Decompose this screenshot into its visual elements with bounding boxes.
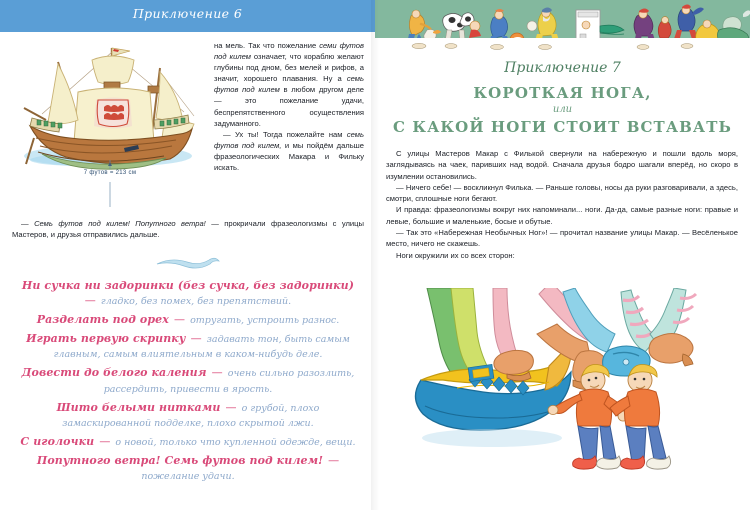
glossary-definition: отругать, устроить разнос. [190,314,340,326]
chapter-title-line-2: С КАКОЙ НОГИ СТОИТ ВСТАВАТЬ [393,118,732,136]
glossary-definition: задавать тон, быть самым главным, самым влиятельным в каком-нибудь деле. [53,333,350,360]
right-page-body [386,148,738,261]
running-head: Приключение 6 [132,6,243,21]
glossary-term: Ни сучка ни задоринки (без сучка, без задоринки) [21,279,355,292]
parade-frieze-illustration [375,0,750,58]
glossary-term: Играть первую скрипку [26,331,186,345]
paragraph: И правда: фразеологизмы вокруг них напоминали... ноги. Да-да, самые разные ноги: правые и левые, большие и маленькие, босые и обутые. [386,205,738,226]
chapter-title-connector: или [552,104,573,115]
glossary-definition: о грубой, плохо замаскированной подделке, плохо скрытой лжи. [62,402,320,429]
paragraph: — Ничего себе! — воскликнул Филька. — Раньше головы, носы да руки разговаривали, а здесь, смотри, сплошные ноги бегают. [386,182,738,204]
glossary-dash: — [190,331,202,345]
paragraph: — Так это «Набережная Необычных Ног»! — прочитал название улицы Макар. — Весёленькое место, ничего не скажешь. [386,228,738,249]
paragraph: С улицы Мастеров Макар с Филькой свернули на набережную и пошли вдоль моря, заглядываясь на чаек, паривших над водой. Сначала друзья бодро шагали вперёд, но скоро в изумлении остановились. [386,149,738,181]
glossary-term: Разделать под орех [36,312,169,326]
legs-and-boys-icon [397,288,742,493]
giant-legs-illustration [397,288,742,493]
glossary-entry [14,434,362,450]
glossary-term: Шито белыми нитками [56,400,221,414]
paragraph: на мель. Так что пожелание семи футов под килем означает, что кораблю желают глубины под дном, без мелей и рифов, а значит, хорошего плавания. Ну а семь футов под килем в любом другом деле — это пожелание удачи, беспрепятственного осуществления задуманного. [214,41,364,128]
glossary-definition: о новой, только что купленной одежде, вещи. [115,437,356,448]
glossary-entry [14,453,362,483]
glossary-entry [14,365,362,396]
glossary-term: Довести до белого каления [21,366,207,379]
left-narrow-column [214,40,364,173]
swirl-icon [153,257,223,269]
glossary-definition: гладко, без помех, без препятствий. [100,295,292,307]
glossary-dash: — [211,366,223,379]
sailing-ship-illustration [12,42,208,207]
left-page-header-band [0,0,375,32]
chapter-number: Приключение 7 [504,60,621,76]
glossary-dash: — [99,435,111,448]
glossary-entry [14,331,362,362]
ship-caption: 7 футов = 213 см [83,170,137,176]
paragraph: — Ух ты! Тогда пожелайте нам семь футов под килем, и мы пойдём дальше фразеологических Макара и Фильку искать. [214,129,364,173]
paragraph: — Семь футов под килем! Попутного ветра! — прокричали фразеологизмы с улицы Мастеров, и друзья отправились дальше. [12,219,364,240]
glossary-dash: — [173,312,185,326]
glossary-dash: — [84,293,96,307]
sailing-ship-icon [12,42,208,207]
paragraph: Ноги окружили их со всех сторон: [396,250,515,260]
glossary-dash: — [225,400,237,414]
glossary-entry [14,278,362,308]
glossary-dash: — [328,454,340,467]
glossary-term: Попутного ветра! Семь футов под килем! [36,454,324,467]
glossary-entry [14,312,362,328]
glossary-definition: пожелание удачи. [141,470,235,482]
idiom-glossary [14,278,362,487]
right-page [375,0,750,510]
glossary-entry [14,400,362,431]
glossary-term: С иголочки [20,435,95,448]
glossary-definition: очень сильно разозлить, рассердить, привести в ярость. [103,368,355,395]
left-full-paragraph [12,218,364,240]
decorative-swirl [0,256,375,274]
left-page-body [0,32,375,510]
chapter-title-line-1: КОРОТКАЯ НОГА, [473,84,652,102]
